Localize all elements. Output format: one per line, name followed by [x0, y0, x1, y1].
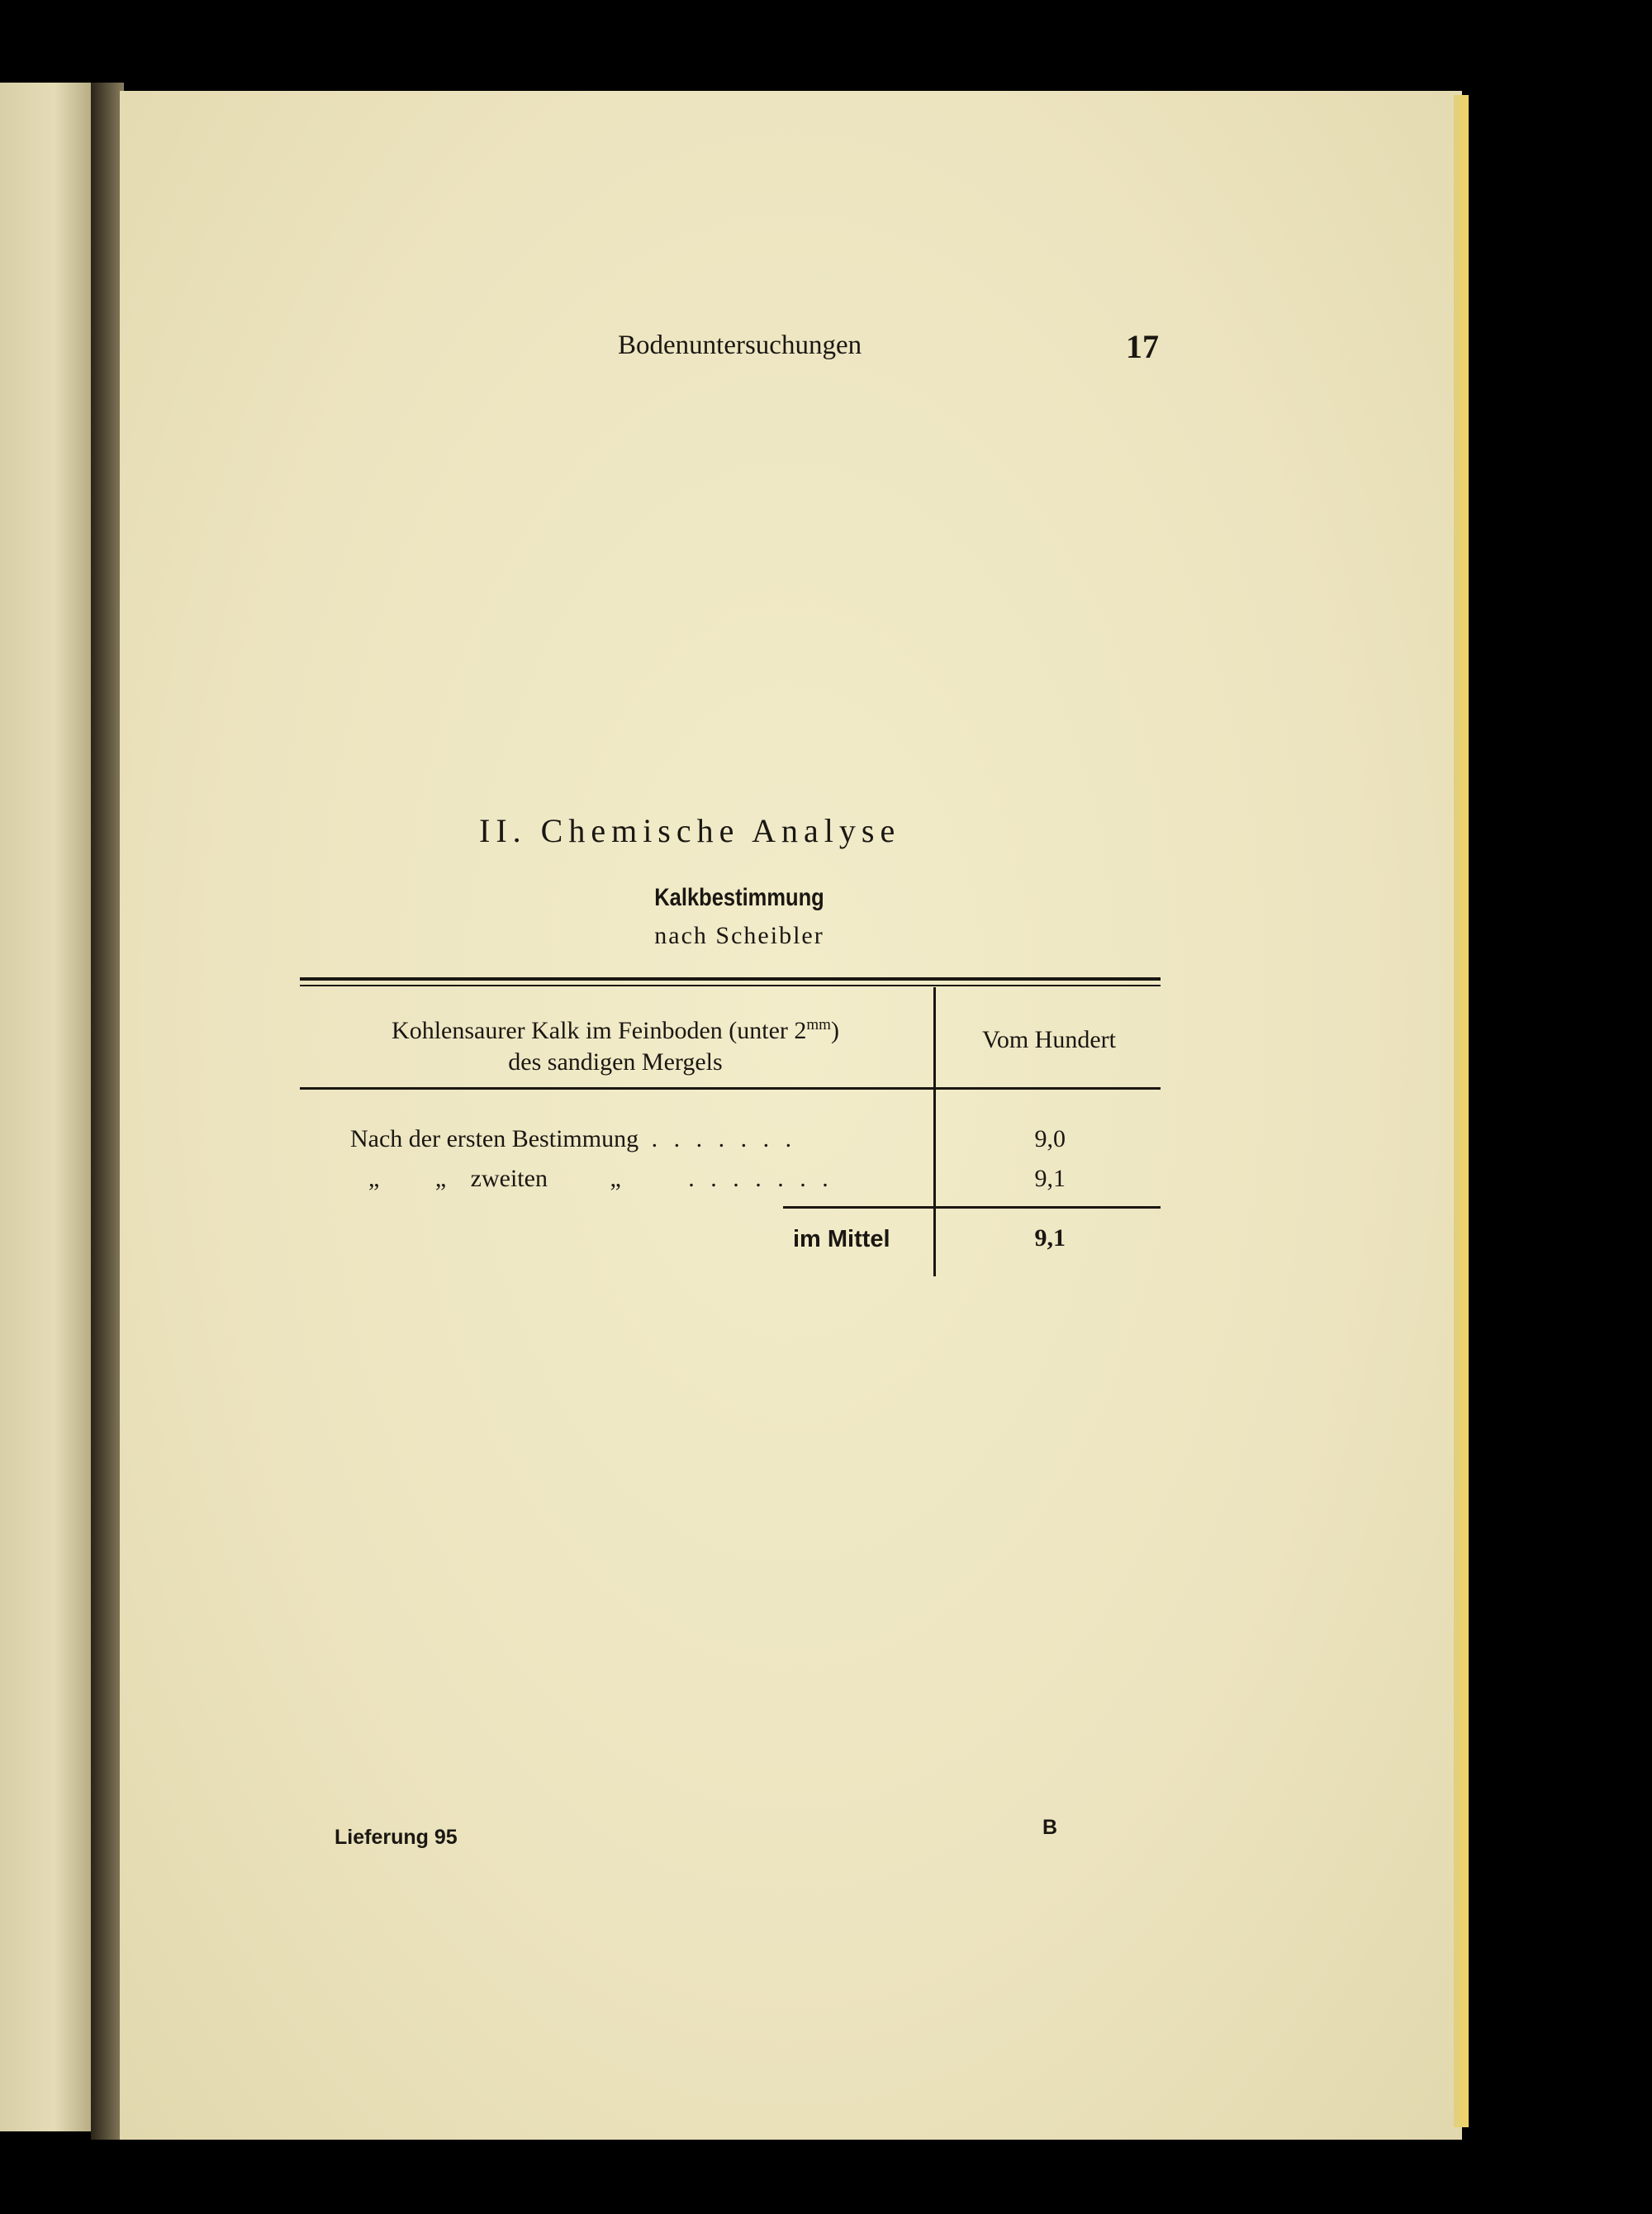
table-row: [350, 1125, 796, 1153]
sum-rule: [783, 1206, 1161, 1209]
unit-superscript: mm: [806, 1016, 831, 1033]
column-header-paren: ): [830, 1017, 839, 1044]
table-title: Kalkbestimmung: [654, 884, 824, 911]
row-label: Nach der ersten Bestimmung: [350, 1125, 639, 1152]
column-header-line2: des sandigen Mergels: [508, 1048, 723, 1076]
leader-dots: . . . . . . .: [651, 1125, 797, 1152]
row-value: 9,1: [1034, 1165, 1066, 1192]
leader-dots: . . . . . . .: [688, 1165, 833, 1192]
column-header-description: [314, 1010, 917, 1078]
column-divider: [933, 987, 936, 1276]
book-spine: [91, 83, 124, 2140]
table-top-rule-thin: [300, 985, 1161, 986]
row-label: zweiten: [470, 1165, 548, 1192]
mean-label: im Mittel: [793, 1226, 890, 1252]
mean-value: 9,1: [1034, 1224, 1066, 1252]
ditto-mark: „: [434, 1165, 447, 1192]
left-page-edge: [0, 83, 91, 2131]
ditto-mark: „: [368, 1165, 380, 1192]
running-header: Bodenuntersuchungen: [618, 330, 862, 360]
section-heading: II. Chemische Analyse: [479, 812, 901, 849]
page-edge: [1454, 95, 1469, 2127]
header-bottom-rule: [300, 1087, 1161, 1090]
footer-sheet-mark: B: [1042, 1816, 1058, 1839]
table-top-rule: [300, 977, 1161, 981]
column-header-percent: Vom Hundert: [982, 1026, 1116, 1053]
row-value: 9,0: [1034, 1125, 1066, 1152]
table-subtitle: nach Scheibler: [654, 922, 824, 949]
page-number: 17: [1126, 328, 1159, 365]
footer-signature: Lieferung 95: [335, 1826, 458, 1849]
page: [120, 91, 1462, 2140]
column-header-line1: Kohlensaurer Kalk im Feinboden (unter 2: [392, 1017, 807, 1044]
table-row: [368, 1165, 833, 1193]
ditto-mark: „: [610, 1165, 621, 1192]
